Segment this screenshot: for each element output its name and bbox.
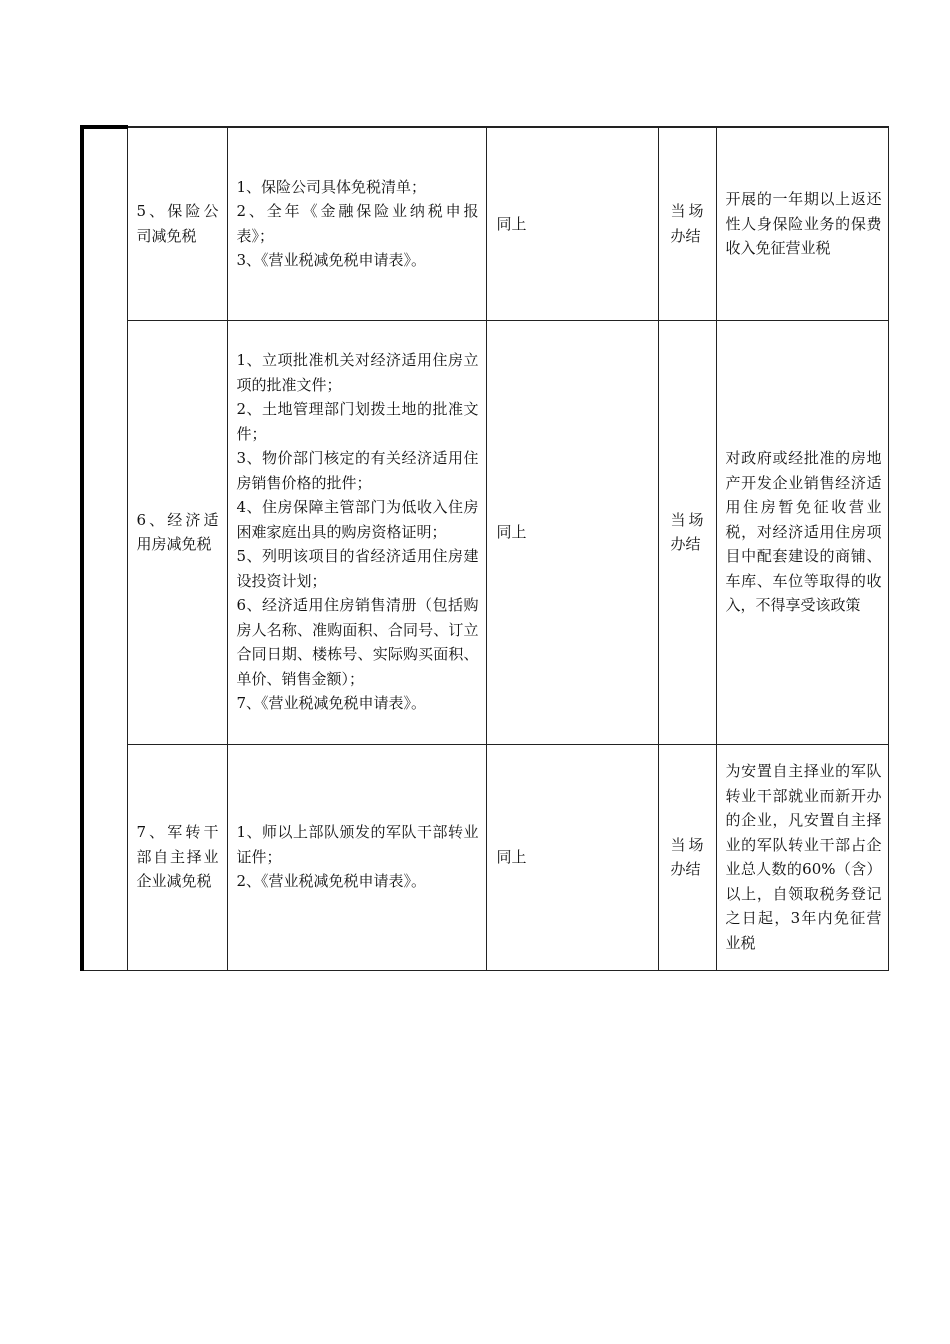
item-name: 6、经济适用房减免税 (136, 510, 219, 553)
item-name-cell (127, 320, 227, 744)
document-item: 2、全年《金融保险业纳税申报表》； (236, 202, 479, 245)
document-item: 1、立项批准机关对经济适用住房立项的批准文件； (236, 351, 479, 394)
document-item: 3、《营业税减免税申请表》。 (236, 251, 427, 270)
category-cell (82, 127, 127, 970)
note-text: 对政府或经批准的房地产开发企业销售经济适用住房暂免征收营业税，对经济适用住房项目中配套建设的商铺、车库、车位等取得的收入，不得享受该政策 (725, 449, 882, 615)
basis-text: 同上 (496, 522, 527, 541)
item-name: 7、军转干部自主择业企业减免税 (136, 823, 219, 891)
note-text: 为安置自主择业的军队转业干部就业而新开办的企业，凡安置自主择业的军队转业干部占企业总人数的60%（含）以上，自领取税务登记之日起，3年内免征营业税 (725, 762, 882, 952)
note-cell (716, 127, 888, 320)
item-name-cell (127, 127, 227, 320)
document-item: 6、经济适用住房销售清册（包括购房人名称、准购面积、合同号、订立合同日期、楼栋号、实际购买面积、单价、销售金额）； (236, 596, 479, 688)
basis-cell (486, 320, 658, 744)
time-limit-text: 当场办结 (670, 202, 704, 245)
document-item: 7、《营业税减免税申请表》。 (236, 694, 427, 713)
time-limit-cell (658, 127, 716, 320)
table-row (82, 127, 888, 320)
item-name: 5、保险公司减免税 (136, 202, 219, 245)
note-cell (716, 744, 888, 970)
document-item: 1、师以上部队颁发的军队干部转业证件； (236, 823, 479, 866)
documents-cell (227, 127, 486, 320)
tax-exemption-table (80, 125, 889, 971)
table-row (82, 320, 888, 744)
basis-text: 同上 (496, 847, 527, 866)
basis-cell (486, 744, 658, 970)
basis-text: 同上 (496, 214, 527, 233)
document-item: 2、土地管理部门划拨土地的批准文件； (236, 400, 479, 443)
note-cell (716, 320, 888, 744)
documents-cell (227, 320, 486, 744)
table-row (82, 744, 888, 970)
time-limit-cell (658, 744, 716, 970)
document-item: 2、《营业税减免税申请表》。 (236, 872, 427, 891)
documents-cell (227, 744, 486, 970)
note-text: 开展的一年期以上返还性人身保险业务的保费收入免征营业税 (725, 190, 882, 257)
document-item: 3、物价部门核定的有关经济适用住房销售价格的批件； (236, 449, 479, 492)
document-item: 1、保险公司具体免税清单； (236, 177, 427, 196)
document-item: 4、住房保障主管部门为低收入住房困难家庭出具的购房资格证明； (236, 498, 479, 541)
item-name-cell (127, 744, 227, 970)
time-limit-cell (658, 320, 716, 744)
time-limit-text: 当场办结 (670, 835, 704, 878)
basis-cell (486, 127, 658, 320)
document-item: 5、列明该项目的省经济适用住房建设投资计划； (236, 547, 479, 590)
time-limit-text: 当场办结 (670, 510, 704, 553)
